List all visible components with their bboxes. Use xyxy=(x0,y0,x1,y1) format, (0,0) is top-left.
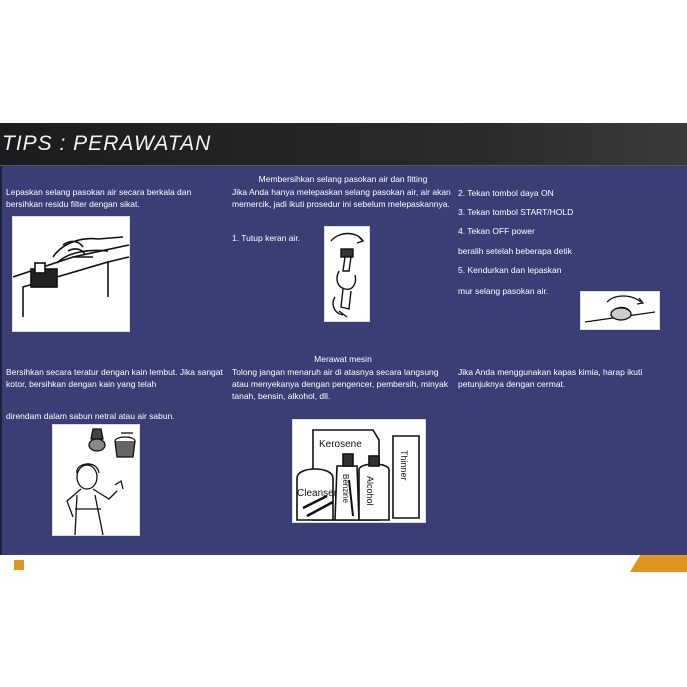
hose-nut-illustration xyxy=(580,291,660,330)
section2-col1-text2: direndam dalam sabun netral atau air sabun. xyxy=(6,411,175,421)
page-title: TIPS : PERAWATAN xyxy=(2,132,212,155)
step-5: 5. Kendurkan dan lepaskan xyxy=(458,265,562,275)
label-alcohol: Alcohol xyxy=(365,476,375,506)
solvent-bottles-illustration xyxy=(292,419,426,523)
section1-col2-text: Jika Anda hanya melepaskan selang pasokan air, air akan memercik, jadi ikuti prosedur ini sebelum melepaskannya. xyxy=(232,187,451,209)
step-5-continued: mur selang pasokan air. xyxy=(458,286,549,296)
tap-illustration xyxy=(324,226,370,322)
step-2: 2. Tekan tombol daya ON xyxy=(458,188,554,198)
chemical-bottles-icon xyxy=(293,420,425,522)
section1-col1-text: Lepaskan selang pasokan air secara berkala dan bersihkan residu filter dengan sikat. xyxy=(6,187,192,209)
section2-col3-text: Jika Anda menggunakan kapas kimia, harap ikuti petunjuknya dengan cermat. xyxy=(458,367,643,389)
label-benzine: Benzine xyxy=(341,474,350,503)
orange-corner-tab xyxy=(630,555,687,572)
label-kerosene: Kerosene xyxy=(319,439,362,450)
step-3: 3. Tekan tombol START/HOLD xyxy=(458,207,574,217)
step-4: 4. Tekan OFF power xyxy=(458,226,535,236)
label-thinner: Thinner xyxy=(399,450,409,481)
header-bar xyxy=(0,123,687,166)
step-4-continued: beralih setelah beberapa detik xyxy=(458,246,572,256)
hose-nut-icon xyxy=(581,292,659,329)
woman-with-soap-icon xyxy=(53,425,139,535)
panel-edge xyxy=(0,123,2,555)
section2-col2-text: Tolong jangan menaruh air di atasnya secara langsung atau menyekanya dengan pengencer, pembersih, minyak tanah, bensin, alkohol, dll. xyxy=(232,367,448,401)
section2-title: Merawat mesin xyxy=(314,354,372,364)
cleaning-woman-illustration xyxy=(52,424,140,536)
section1-title: Membersihkan selang pasokan air dan fitting xyxy=(258,174,428,184)
label-cleanser: Cleanser xyxy=(297,488,338,499)
step-1: 1. Tutup keran air. xyxy=(232,233,301,243)
section2-col1-text: Bersihkan secara teratur dengan kain lembut. Jika sangat kotor, bersihkan dengan kain yang telah xyxy=(6,367,223,389)
faucet-icon xyxy=(325,227,369,321)
page-marker xyxy=(14,560,24,570)
hand-hose-icon xyxy=(13,217,129,331)
hose-removal-illustration xyxy=(12,216,130,332)
